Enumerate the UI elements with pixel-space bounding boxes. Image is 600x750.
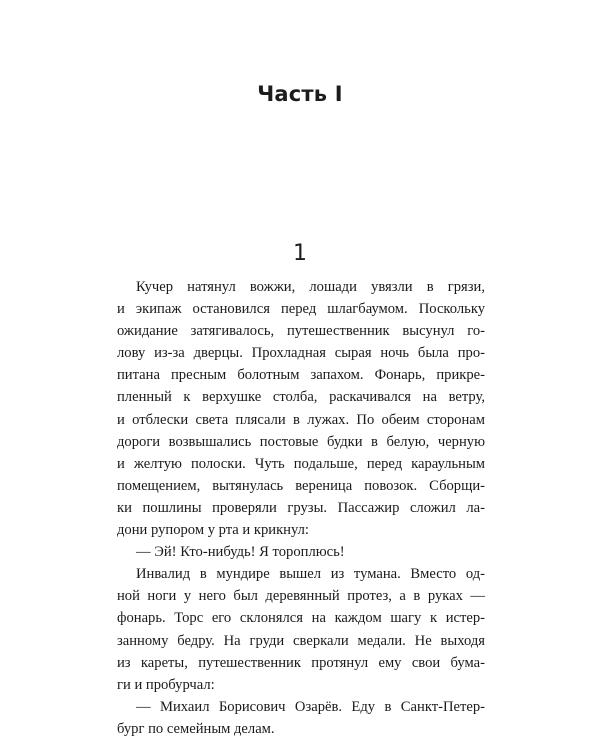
text-line: — Михаил Борисович Озарёв. Еду в Санкт-Петер- [136, 698, 485, 715]
text-line: и желтую полоски. Чуть подальше, перед караульным [117, 455, 485, 472]
text-line: бург по семейным делам. [117, 720, 275, 737]
text-line: дороги возвышались постовые будки в белую, черную [117, 433, 485, 450]
chapter-body-text [117, 276, 485, 740]
text-line: лову из-за дверцы. Прохладная сырая ночь была про- [117, 345, 485, 362]
text-line: — Эй! Кто-нибудь! Я тороплюсь! [136, 544, 345, 561]
text-line: фонарь. Торс его склонялся на каждом шагу к истер- [117, 610, 485, 627]
text-line: занному бедру. На груди сверкали медали. Не выходя [117, 632, 485, 649]
text-line: и экипаж остановился перед шлагбаумом. Поскольку [117, 301, 485, 318]
text-line: пленный к верхушке столба, раскачивался на ветру, [117, 389, 485, 406]
chapter-number: 1 [293, 241, 307, 266]
text-line: ги и пробурчал: [117, 676, 215, 693]
text-line: и отблески света плясали в лужах. По обеим сторонам [117, 411, 485, 428]
part-title: Часть I [257, 82, 343, 106]
text-line: ожидание затягивалось, путешественник высунул го- [117, 323, 485, 340]
text-line: дони рупором у рта и крикнул: [117, 522, 309, 539]
text-line: ки пошлины проверяли грузы. Пассажир сложил ла- [117, 499, 485, 516]
text-line: Кучер натянул вожжи, лошади увязли в грязи, [136, 279, 485, 295]
text-line: питана пресным болотным запахом. Фонарь, прикре- [117, 367, 485, 384]
text-line: помещением, вытянулась вереница повозок. Сборщи- [117, 477, 485, 494]
text-line: Инвалид в мундире вышел из тумана. Вместо од- [136, 566, 485, 583]
text-line: из кареты, путешественник протянул ему свои бума- [117, 654, 485, 671]
text-line: ной ноги у него был деревянный протез, а в руках — [117, 588, 485, 605]
